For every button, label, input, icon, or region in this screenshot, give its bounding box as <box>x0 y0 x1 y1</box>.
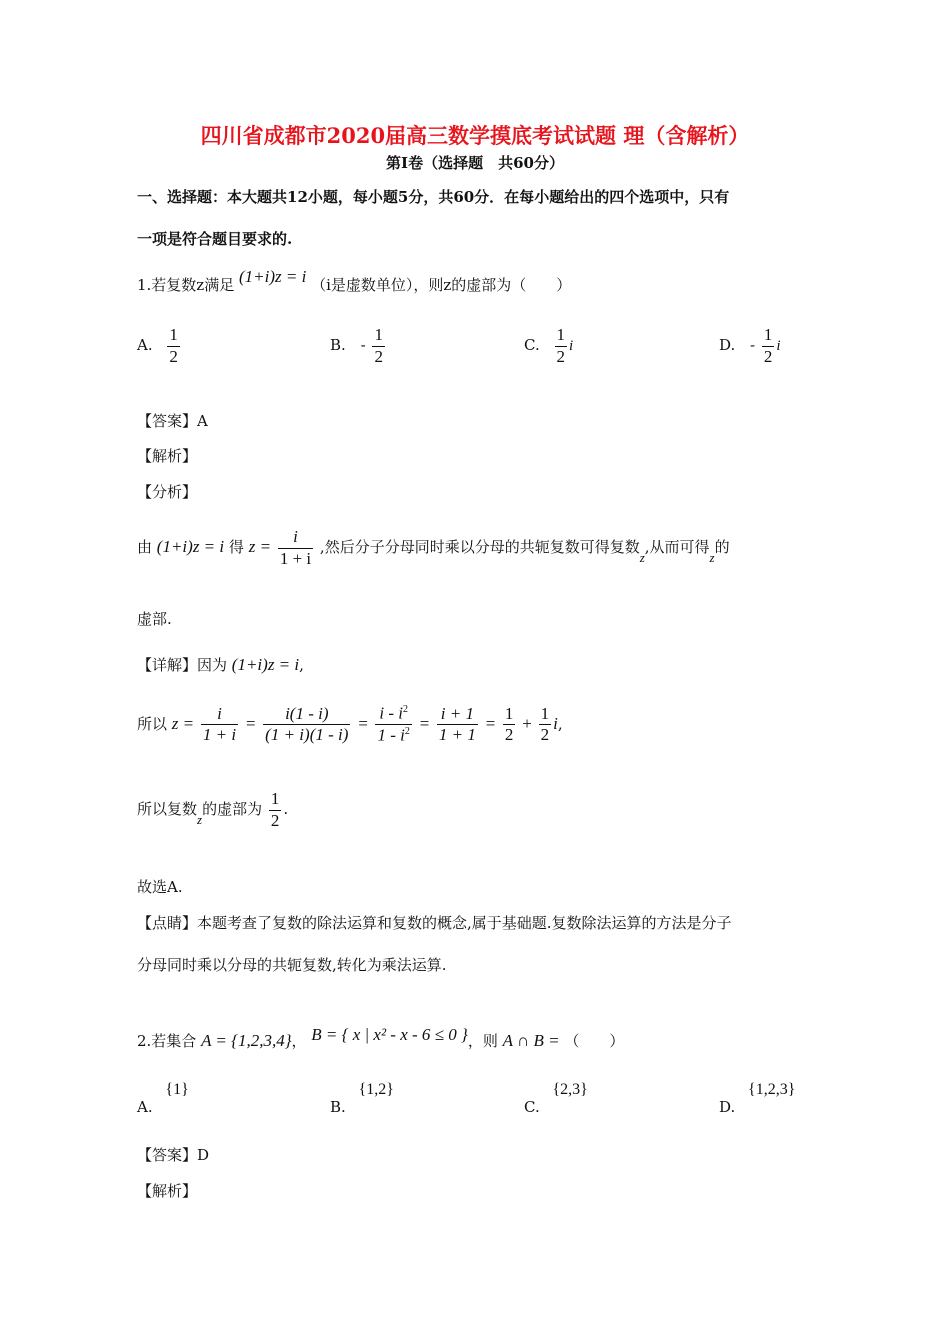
detail-end: , <box>299 656 304 674</box>
calc-fraction-1: $\frac{i}{1 + i}$ <box>202 703 237 745</box>
q1-calculation: 所以 z = $\frac{i}{1 + i}$ = $\frac{i(1 - i)}{(1 + i)(1 - i)}$ = $\frac{i - i^2}{1 - i^2}$ = $\frac{i + 1}{1 + 1}$ = $\frac{1}{2}$ + $\frac{1}{2}$ i, <box>137 703 563 745</box>
instructions-line-1: 一、选择题：本大题共12小题，每小题5分，共60分．在每小题给出的四个选项中，只有 <box>137 188 730 206</box>
q1-imag-part-line <box>137 790 288 830</box>
option-label: B. <box>330 336 346 355</box>
q1-analysis-line <box>137 528 730 568</box>
detail-equation: (1+i)z = i <box>231 655 300 674</box>
calc-lhs: z = <box>171 713 195 733</box>
q2-comma: ， <box>291 1032 307 1050</box>
q2-set-a: A = {1,2,3,4} <box>201 1031 292 1050</box>
calc-fraction-3: $\frac{i - i^2}{1 - i^2}$ <box>377 703 410 745</box>
analysis-text: ,然后分子分母同时乘以分母的共轭复数可得复数 <box>319 538 640 557</box>
analysis-z-eq: z = <box>248 537 272 557</box>
imag-text: 的虚部为 <box>202 800 263 819</box>
option-label: A. <box>137 336 153 355</box>
q1-condition: (1+i)z = i <box>239 267 307 286</box>
q1-option-b[interactable] <box>330 326 387 366</box>
q1-option-a[interactable] <box>137 326 182 366</box>
calc-prefix: 所以 <box>137 714 168 733</box>
imag-end: . <box>283 800 289 819</box>
option-fraction: $\frac{1}{2}$ <box>374 325 383 366</box>
calc-fraction-4: $\frac{i + 1}{1 + 1}$ <box>438 703 476 745</box>
option-label: D. <box>719 336 736 355</box>
option-fraction: $\frac{1}{2}$ <box>556 325 565 366</box>
q2-option-c[interactable] <box>524 1080 588 1116</box>
option-label: D. <box>719 1098 736 1116</box>
option-label: A. <box>137 1098 153 1116</box>
q1-jiexi-heading: 【解析】 <box>137 447 198 465</box>
analysis-text: 的 <box>714 538 730 557</box>
option-sign: - <box>750 336 756 355</box>
q1-stem <box>137 267 572 295</box>
page-title: 四川省成都市2020届高三数学摸底考试试题 理（含解析） <box>200 123 750 148</box>
q1-suffix: （i是虚数单位），则z的虚部为（ ） <box>311 276 572 294</box>
q2-jiexi-heading: 【解析】 <box>137 1182 198 1200</box>
q2-prefix: 2.若集合 <box>137 1032 197 1050</box>
q1-option-d[interactable] <box>719 326 781 366</box>
imag-z: z <box>197 812 203 828</box>
option-label: C. <box>524 1098 540 1116</box>
detail-label: 【详解】因为 <box>137 656 228 674</box>
q1-option-c[interactable] <box>524 326 573 366</box>
q1-dianjing-line-2: 分母同时乘以分母的共轭复数,转化为乘法运算. <box>137 956 447 974</box>
q1-prefix: 1.若复数z满足 <box>137 276 235 294</box>
calc-fraction-2: $\frac{i(1 - i)}{(1 + i)(1 - i)}$ <box>265 703 349 745</box>
q1-detail-line <box>137 654 304 675</box>
option-label: C. <box>524 336 540 355</box>
q2-paren: （ ） <box>564 1032 625 1050</box>
q2-stem <box>137 1025 625 1051</box>
imag-text: 所以复数 <box>137 800 198 819</box>
q2-option-d[interactable] <box>719 1080 796 1116</box>
analysis-z: z <box>639 550 645 566</box>
q2-answer: 【答案】D <box>137 1146 210 1164</box>
calc-plus: + <box>522 713 532 733</box>
option-imag-unit: i <box>776 338 781 355</box>
q2-option-b[interactable] <box>330 1080 394 1116</box>
option-value: {2,3} <box>552 1081 588 1098</box>
option-label: B. <box>330 1098 346 1116</box>
option-fraction: $\frac{1}{2}$ <box>763 325 773 366</box>
q1-fenxi-heading: 【分析】 <box>137 483 198 501</box>
option-value: {1,2} <box>358 1081 394 1098</box>
calc-imag-unit: i <box>553 713 558 733</box>
imag-fraction: $\frac{1}{2}$ <box>270 789 280 830</box>
analysis-text: 由 <box>137 538 153 557</box>
q1-analysis-line-2: 虚部. <box>137 610 172 628</box>
q1-dianjing-line-1: 【点睛】本题考查了复数的除法运算和复数的概念,属于基础题.复数除法运算的方法是分子 <box>137 914 732 932</box>
analysis-z: z <box>709 550 715 566</box>
option-sign: - <box>360 336 366 355</box>
option-value: {1} <box>165 1081 189 1098</box>
option-fraction: $\frac{1}{2}$ <box>169 325 178 366</box>
instructions-line-2: 一项是符合题目要求的. <box>137 230 293 248</box>
option-value: {1,2,3} <box>748 1081 796 1098</box>
q1-answer: 【答案】A <box>137 412 208 430</box>
calc-end: , <box>557 714 563 733</box>
q2-intersection: A ∩ B = <box>502 1031 560 1050</box>
q2-set-b: B = { x | x² - x - 6 ≤ 0 } <box>311 1025 468 1044</box>
option-imag-unit: i <box>569 338 574 355</box>
analysis-text: ,从而可得 <box>644 538 710 557</box>
analysis-fraction: $\frac{i}{1 + i}$ <box>279 527 312 568</box>
section-subtitle: 第Ⅰ卷（选择题 共60分） <box>386 154 564 172</box>
analysis-text: 得 <box>228 538 244 557</box>
q2-option-a[interactable] <box>137 1080 189 1116</box>
q1-choose: 故选A. <box>137 878 183 896</box>
analysis-equation: (1+i)z = i <box>156 537 225 557</box>
calc-fraction-6: $\frac{1}{2}$ <box>540 703 550 745</box>
q2-suffix: ，则 <box>467 1032 498 1050</box>
calc-fraction-5: $\frac{1}{2}$ <box>504 703 514 745</box>
